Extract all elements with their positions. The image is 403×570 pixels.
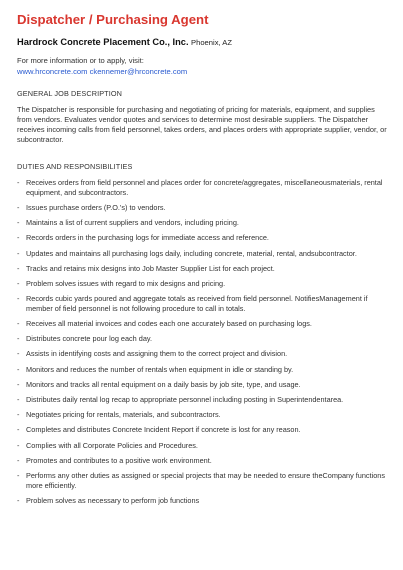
bullet-dash: -	[17, 440, 20, 450]
duty-text: Assists in identifying costs and assigning them to the correct project and division.	[26, 349, 288, 359]
duty-text: Issues purchase orders (P.O.'s) to vendors.	[26, 202, 166, 212]
bullet-dash: -	[17, 202, 20, 212]
bullet-dash: -	[17, 233, 20, 243]
duty-text: Negotiates pricing for rentals, materials, and subcontractors.	[26, 410, 221, 420]
duty-item	[17, 410, 389, 420]
duty-item	[17, 496, 389, 506]
bullet-dash: -	[17, 218, 20, 228]
duty-text: Promotes and contributes to a positive work environment.	[26, 455, 212, 465]
duty-text: Distributes concrete pour log each day.	[26, 334, 153, 344]
duty-item	[17, 218, 389, 228]
bullet-dash: -	[17, 248, 20, 258]
duty-item	[17, 178, 389, 197]
duty-item	[17, 456, 389, 466]
bullet-dash: -	[17, 425, 20, 435]
duty-item	[17, 365, 389, 375]
duty-item	[17, 471, 389, 490]
duty-text: Monitors and tracks all rental equipment on a daily basis by job site, type, and usage.	[26, 379, 301, 389]
duty-text: Problem solves issues with regard to mix designs and pricing.	[26, 278, 226, 288]
company-location: Phoenix, AZ	[191, 38, 232, 47]
duty-text: Updates and maintains all purchasing logs daily, including concrete, material, rental, andsubcontractor.	[26, 248, 357, 258]
bullet-dash: -	[17, 319, 20, 329]
duty-item	[17, 203, 389, 213]
duty-item	[17, 249, 389, 259]
duty-text: Tracks and retains mix designs into Job Master Supplier List for each project.	[26, 263, 275, 273]
website-link[interactable]: www.hrconcrete.com	[17, 67, 88, 76]
duty-text: Performs any other duties as assigned or special projects that may be needed to ensure theCompany functions more efficiently.	[26, 471, 385, 490]
email-link[interactable]: ckennemer@hrconcrete.com	[89, 67, 188, 76]
contact-info	[17, 55, 389, 77]
duty-text: Receives orders from field personnel and places order for concrete/aggregates, miscellaneousmaterials, rental equipment, and subcontractors.	[26, 178, 383, 197]
duties-list	[17, 178, 389, 506]
duty-item	[17, 294, 389, 313]
duty-item	[17, 279, 389, 289]
job-posting	[17, 12, 389, 511]
contact-prompt: For more information or to apply, visit:	[17, 56, 144, 65]
general-description-heading: GENERAL JOB DESCRIPTION	[17, 89, 123, 98]
duty-item	[17, 319, 389, 329]
duty-text: Distributes daily rental log recap to appropriate personnel including posting in Superintendentarea.	[26, 395, 344, 405]
bullet-dash: -	[17, 364, 20, 374]
bullet-dash: -	[17, 471, 20, 481]
duty-item	[17, 349, 389, 359]
contact-links	[17, 66, 389, 77]
duty-text: Receives all material invoices and codes each one accurately based on purchasing logs.	[26, 319, 312, 329]
duty-item	[17, 334, 389, 344]
bullet-dash: -	[17, 334, 20, 344]
duty-item	[17, 264, 389, 274]
company-name: Hardrock Concrete Placement Co., Inc.	[17, 37, 189, 47]
company-line	[17, 37, 389, 48]
bullet-dash: -	[17, 495, 20, 505]
bullet-dash: -	[17, 349, 20, 359]
duty-item	[17, 380, 389, 390]
bullet-dash: -	[17, 379, 20, 389]
duty-text: Records cubic yards poured and aggregate totals as received from field personnel. NotifiesManagement if member of field personnel is not following procedure to call in totals.	[26, 294, 368, 313]
bullet-dash: -	[17, 278, 20, 288]
bullet-dash: -	[17, 395, 20, 405]
duty-text: Records orders in the purchasing logs for immediate access and reference.	[26, 233, 269, 243]
bullet-dash: -	[17, 410, 20, 420]
bullet-dash: -	[17, 178, 20, 187]
duty-text: Completes and distributes Concrete Incident Report if concrete is lost for any reason.	[26, 425, 301, 435]
duty-item	[17, 233, 389, 243]
duties-heading: DUTIES AND RESPONSIBILITIES	[17, 162, 133, 171]
bullet-dash: -	[17, 455, 20, 465]
job-title: Dispatcher / Purchasing Agent	[17, 12, 209, 27]
duty-text: Maintains a list of current suppliers and vendors, including pricing.	[26, 218, 239, 228]
duty-item	[17, 425, 389, 435]
bullet-dash: -	[17, 294, 20, 304]
bullet-dash: -	[17, 263, 20, 273]
duty-item	[17, 441, 389, 451]
duty-text: Problem solves as necessary to perform job functions	[26, 495, 200, 505]
duty-text: Complies with all Corporate Policies and Procedures.	[26, 440, 198, 450]
duty-item	[17, 395, 389, 405]
duty-text: Monitors and reduces the number of rentals when equipment in idle or standing by.	[26, 364, 294, 374]
general-description-text: The Dispatcher is responsible for purchasing and negotiating of pricing for materials, equipment, and supplies from vendors. Evaluates vendor quotes and services to determine most desirable suppliers. The Dispatcher receives incoming calls from field personnel, takes orders, and places orders with appropriate supplier, vendor, or subcontractor.	[17, 105, 387, 144]
